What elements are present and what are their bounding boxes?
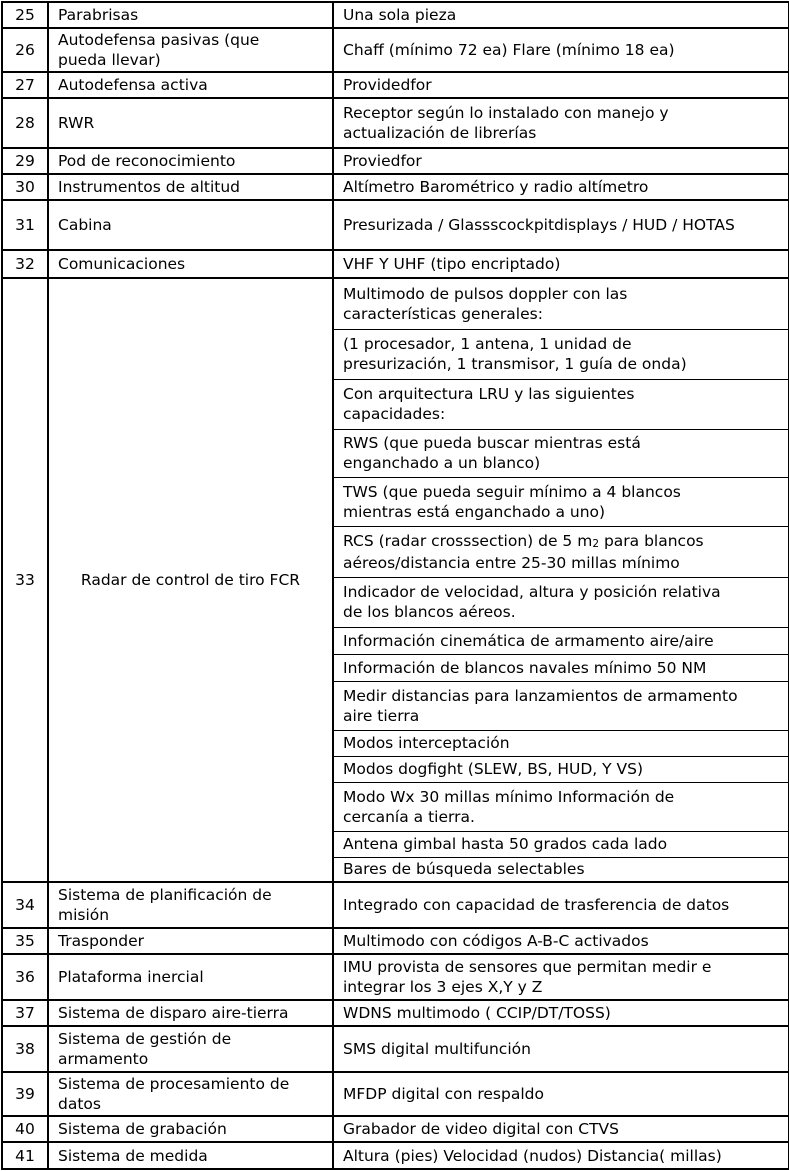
table-row	[2, 1026, 789, 1072]
row-number-cell: 41	[2, 1142, 48, 1169]
radar-detail-cell: Modos dogfight (SLEW, BS, HUD, Y VS)	[333, 756, 789, 782]
item-desc-cell: IMU provista de sensores que permitan medir e integrar los 3 ejes X,Y y Z	[333, 954, 789, 1000]
item-desc-cell: Altímetro Barométrico y radio altímetro	[333, 174, 789, 200]
radar-sub-row	[2, 278, 789, 329]
table-row	[2, 954, 789, 1000]
item-name-cell: Instrumentos de altitud	[48, 174, 333, 200]
item-desc-cell: Chaff (mínimo 72 ea) Flare (mínimo 18 ea)	[333, 28, 789, 72]
radar-detail-cell: (1 procesador, 1 antena, 1 unidad de presurización, 1 transmisor, 1 guía de onda)	[333, 329, 789, 379]
table-row	[2, 72, 789, 98]
row-number-cell: 39	[2, 1072, 48, 1116]
table-row	[2, 200, 789, 250]
row-number-cell: 33	[2, 278, 48, 882]
radar-detail-cell: Información de blancos navales mínimo 50 NM	[333, 654, 789, 681]
rcs-text: para blancos aéreos/distancia entre 25-30 millas mínimo	[343, 531, 704, 572]
row-number-cell: 32	[2, 250, 48, 278]
item-desc-cell: Multimodo con códigos A-B-C activados	[333, 928, 789, 954]
item-name-cell: Sistema de gestión de armamento	[48, 1026, 333, 1072]
radar-detail-cell: Modo Wx 30 millas mínimo Información de cercanía a tierra.	[333, 782, 789, 831]
item-name-cell: Trasponder	[48, 928, 333, 954]
item-name-cell: Sistema de disparo aire-tierra	[48, 1000, 333, 1026]
row-number-cell: 35	[2, 928, 48, 954]
item-name-cell: Comunicaciones	[48, 250, 333, 278]
table-row	[2, 1116, 789, 1142]
item-desc-cell: Una sola pieza	[333, 2, 789, 28]
item-desc-cell: Presurizada / Glassscockpitdisplays / HUD / HOTAS	[333, 200, 789, 250]
row-number-cell: 30	[2, 174, 48, 200]
radar-detail-cell: Información cinemática de armamento aire/aire	[333, 627, 789, 654]
row-number-cell: 38	[2, 1026, 48, 1072]
radar-detail-cell: RWS (que pueda buscar mientras está enganchado a un blanco)	[333, 429, 789, 477]
item-name-cell: Parabrisas	[48, 2, 333, 28]
radar-detail-cell: Antena gimbal hasta 50 grados cada lado	[333, 831, 789, 857]
row-number-cell: 36	[2, 954, 48, 1000]
item-name-cell: Autodefensa pasivas (que pueda llevar)	[48, 28, 333, 72]
requirements-table	[1, 1, 789, 1170]
item-name-cell: Cabina	[48, 200, 333, 250]
row-number-cell: 34	[2, 882, 48, 928]
row-number-cell: 26	[2, 28, 48, 72]
item-name-cell: Radar de control de tiro FCR	[48, 278, 333, 882]
table-row	[2, 928, 789, 954]
table-row	[2, 28, 789, 72]
item-desc-cell: Altura (pies) Velocidad (nudos) Distancia( millas)	[333, 1142, 789, 1169]
radar-detail-cell: Bares de búsqueda selectables	[333, 857, 789, 882]
table-row	[2, 148, 789, 174]
row-number-cell: 29	[2, 148, 48, 174]
item-desc-cell: WDNS multimodo ( CCIP/DT/TOSS)	[333, 1000, 789, 1026]
item-name-cell: RWR	[48, 98, 333, 148]
row-number-cell: 31	[2, 200, 48, 250]
table-row	[2, 1072, 789, 1116]
rcs-subscript: 2	[592, 537, 600, 550]
table-row	[2, 174, 789, 200]
item-name-cell: Pod de reconocimiento	[48, 148, 333, 174]
item-desc-cell: MFDP digital con respaldo	[333, 1072, 789, 1116]
table-row	[2, 250, 789, 278]
row-number-cell: 27	[2, 72, 48, 98]
table-row	[2, 882, 789, 928]
item-name-cell: Sistema de planificación de misión	[48, 882, 333, 928]
item-desc-cell: Integrado con capacidad de trasferencia de datos	[333, 882, 789, 928]
item-desc-cell: SMS digital multifunción	[333, 1026, 789, 1072]
row-number-cell: 40	[2, 1116, 48, 1142]
radar-detail-cell: Indicador de velocidad, altura y posición relativa de los blancos aéreos.	[333, 577, 789, 627]
radar-detail-cell: Con arquitectura LRU y las siguientes capacidades:	[333, 379, 789, 429]
item-name-cell: Sistema de grabación	[48, 1116, 333, 1142]
radar-detail-cell: Multimodo de pulsos doppler con las características generales:	[333, 278, 789, 329]
table-row	[2, 1000, 789, 1026]
item-name-cell: Plataforma inercial	[48, 954, 333, 1000]
item-desc-cell: Receptor según lo instalado con manejo y actualización de librerías	[333, 98, 789, 148]
radar-detail-cell: Medir distancias para lanzamientos de armamento aire tierra	[333, 681, 789, 730]
row-number-cell: 28	[2, 98, 48, 148]
radar-detail-cell: TWS (que pueda seguir mínimo a 4 blancos mientras está enganchado a uno)	[333, 477, 789, 526]
table-row	[2, 1142, 789, 1169]
row-number-cell: 25	[2, 2, 48, 28]
radar-detail-cell	[333, 526, 789, 577]
item-name-cell: Sistema de procesamiento de datos	[48, 1072, 333, 1116]
item-desc-cell: Providedfor	[333, 72, 789, 98]
table-row	[2, 98, 789, 148]
row-number-cell: 37	[2, 1000, 48, 1026]
item-desc-cell: Grabador de video digital con CTVS	[333, 1116, 789, 1142]
item-desc-cell: Proviedfor	[333, 148, 789, 174]
item-name-cell: Autodefensa activa	[48, 72, 333, 98]
table-row	[2, 2, 789, 28]
radar-detail-cell: Modos interceptación	[333, 730, 789, 756]
rcs-text: RCS (radar crosssection) de 5 m	[343, 531, 593, 550]
item-desc-cell: VHF Y UHF (tipo encriptado)	[333, 250, 789, 278]
item-name-cell: Sistema de medida	[48, 1142, 333, 1169]
